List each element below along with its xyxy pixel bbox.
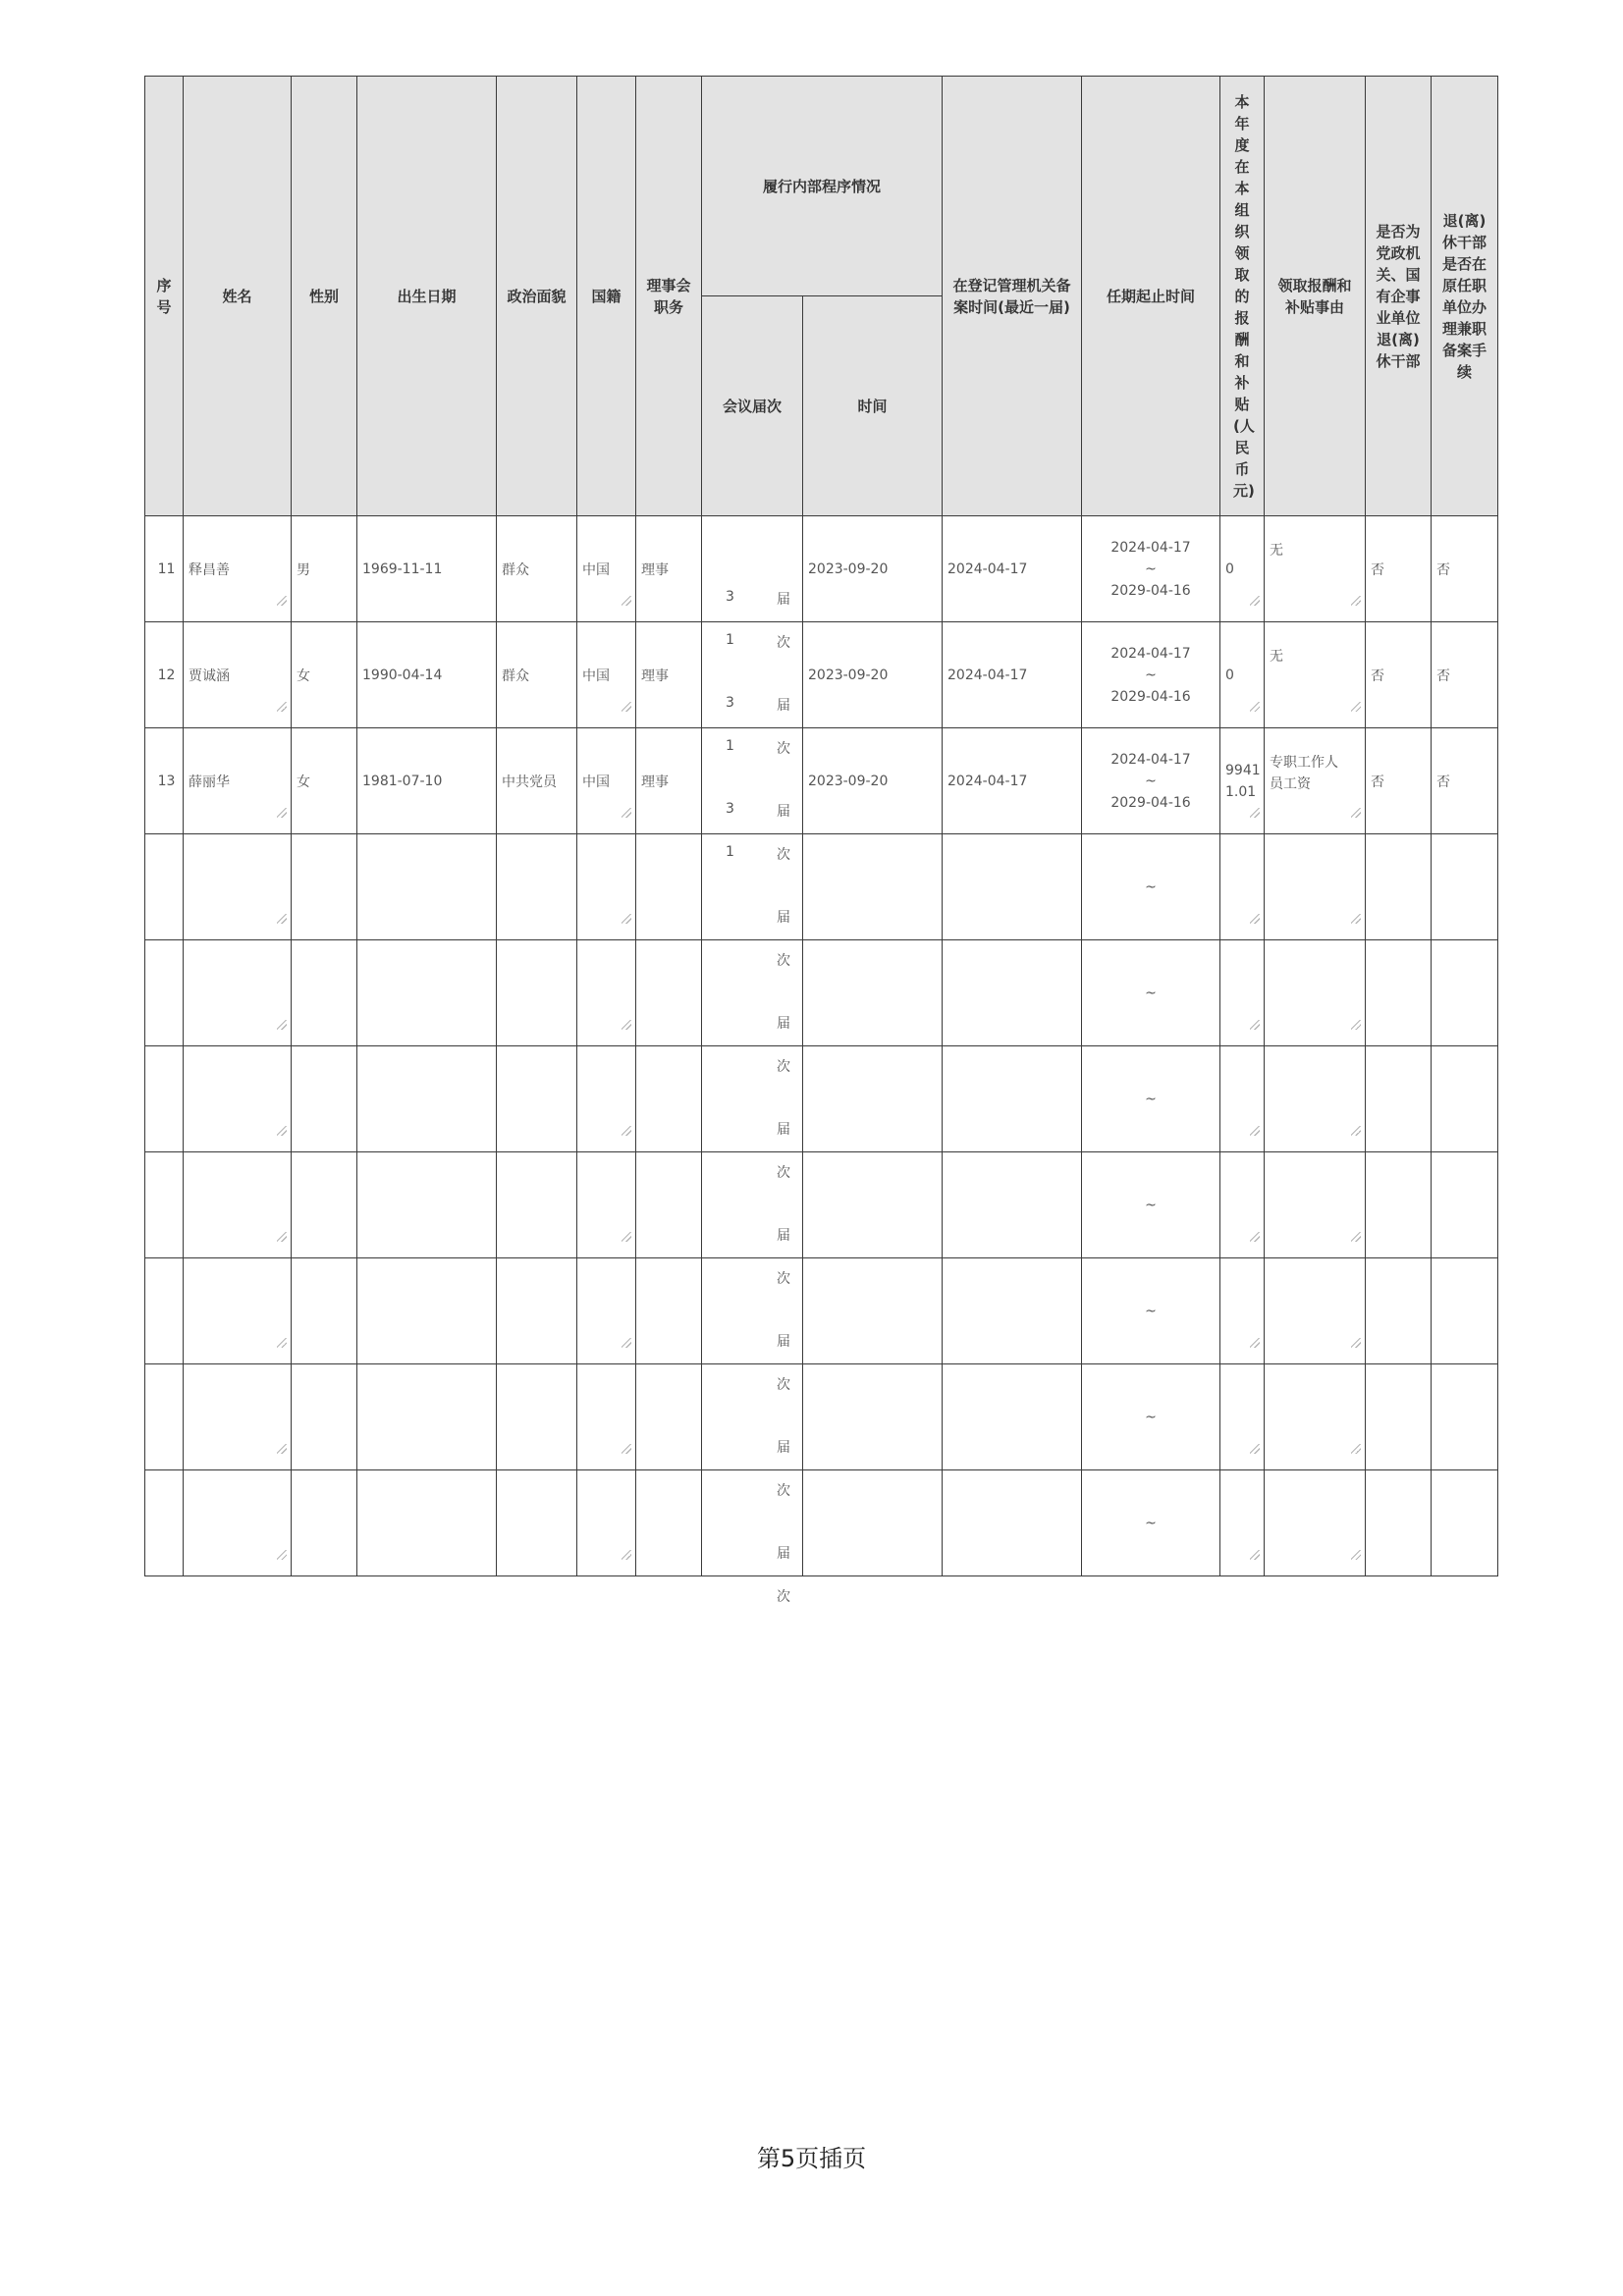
political-status-select[interactable]: 群众 [497,516,577,622]
term-end [1082,1110,1219,1132]
unit-ci: 次 [777,846,790,863]
meeting-time-input[interactable] [803,1364,943,1470]
resize-grip-icon[interactable] [1250,596,1260,606]
nationality-input[interactable]: 中国 [577,728,636,834]
resize-grip-icon[interactable] [1250,1338,1260,1348]
name-input[interactable] [184,1046,292,1152]
political-status-select[interactable] [497,1152,577,1258]
board-position-select[interactable] [636,1258,702,1364]
resize-grip-icon[interactable] [622,702,631,712]
meeting-time-input[interactable] [803,940,943,1046]
birth-date-input[interactable]: 1981-07-10 [357,728,497,834]
name-input[interactable] [184,834,292,940]
political-status-select[interactable] [497,1364,577,1470]
meeting-time-input[interactable]: 2023-09-20 [803,622,943,728]
name-input[interactable] [184,1258,292,1364]
salary-reason-input[interactable] [1265,1470,1366,1576]
resize-grip-icon[interactable] [1351,1444,1361,1454]
resize-grip-icon[interactable] [277,914,287,924]
meeting-time-input[interactable] [803,1046,943,1152]
term-end: 2029-04-16 [1110,794,1191,811]
unit-ci: 次 [777,740,790,757]
term-range-input[interactable] [1082,1152,1220,1258]
nationality-input[interactable] [577,834,636,940]
nationality-input[interactable]: 中国 [577,516,636,622]
resize-grip-icon[interactable] [1250,808,1260,818]
header-session: 会议届次 [702,296,803,516]
term-start [1082,1385,1219,1407]
unit-jie: 届 [777,1121,790,1138]
salary-reason-input[interactable]: 无 [1265,516,1366,622]
record-time-input[interactable] [943,1152,1082,1258]
resize-grip-icon[interactable] [277,1232,287,1242]
retired-filing-select[interactable] [1432,834,1498,940]
term-range-input[interactable] [1082,1364,1220,1470]
resize-grip-icon[interactable] [1351,808,1361,818]
resize-grip-icon[interactable] [277,808,287,818]
retired-cadre-select[interactable]: 否 [1366,516,1432,622]
resize-grip-icon[interactable] [277,596,287,606]
retired-filing-select[interactable]: 否 [1432,622,1498,728]
nationality-input[interactable] [577,1470,636,1576]
retired-cadre-select[interactable] [1366,1152,1432,1258]
term-separator: ~ [1145,773,1157,789]
cell-seq [145,1470,184,1576]
record-time-input[interactable] [943,834,1082,940]
name-input[interactable]: 薛丽华 [184,728,292,834]
term-separator: ~ [1145,1303,1157,1319]
salary-input[interactable] [1220,940,1265,1046]
resize-grip-icon[interactable] [277,1338,287,1348]
political-status-select[interactable] [497,1470,577,1576]
term-start: 2024-04-17 [1110,751,1191,768]
resize-grip-icon[interactable] [622,1020,631,1030]
board-position-select[interactable]: 理事 [636,622,702,728]
retired-cadre-select[interactable] [1366,1046,1432,1152]
cell-seq [145,1046,184,1152]
birth-date-input[interactable] [357,1046,497,1152]
session-jie-number: 3 [726,694,734,711]
resize-grip-icon[interactable] [622,1550,631,1560]
gender-select[interactable] [292,834,357,940]
header-board-position: 理事会职务 [636,77,702,516]
table-row [145,728,1498,834]
retired-filing-select[interactable] [1432,1258,1498,1364]
nationality-input[interactable] [577,1258,636,1364]
resize-grip-icon[interactable] [1250,702,1260,712]
salary-reason-input[interactable] [1265,940,1366,1046]
political-status-select[interactable] [497,940,577,1046]
session-ci-number: 1 [726,737,734,754]
resize-grip-icon[interactable] [1351,1338,1361,1348]
header-retired-cadre: 是否为党政机关、国有企事业单位退(离)休干部 [1366,77,1432,516]
meeting-time-input[interactable]: 2023-09-20 [803,516,943,622]
political-status-select[interactable]: 中共党员 [497,728,577,834]
retired-filing-select[interactable] [1432,1152,1498,1258]
birth-date-input[interactable]: 1969-11-11 [357,516,497,622]
term-separator: ~ [1145,1197,1157,1213]
table-row [145,940,1498,1046]
birth-date-input[interactable] [357,1470,497,1576]
resize-grip-icon[interactable] [622,914,631,924]
session-input[interactable] [702,1046,803,1181]
nationality-input[interactable] [577,940,636,1046]
resize-grip-icon[interactable] [1351,1232,1361,1242]
salary-input[interactable] [1220,1046,1265,1152]
header-gender: 性别 [292,77,357,516]
term-range-input[interactable] [1082,940,1220,1046]
salary-reason-input[interactable] [1265,1152,1366,1258]
table-row [145,1364,1498,1470]
board-position-select[interactable]: 理事 [636,728,702,834]
term-end: 2029-04-16 [1110,582,1191,599]
session-input[interactable] [702,728,803,863]
unit-jie: 届 [777,591,790,608]
salary-reason-input[interactable]: 专职工作人员工资 [1265,728,1366,834]
record-time-input[interactable] [943,1364,1082,1470]
gender-select[interactable] [292,1364,357,1470]
term-start [1082,1173,1219,1195]
session-jie-number: 3 [726,588,734,605]
resize-grip-icon[interactable] [622,1126,631,1136]
term-end [1082,1004,1219,1026]
salary-input[interactable]: 99411.01 [1220,728,1265,834]
header-nationality: 国籍 [577,77,636,516]
header-name: 姓名 [184,77,292,516]
session-input[interactable] [702,622,803,757]
unit-ci: 次 [777,1270,790,1287]
unit-ci: 次 [777,1376,790,1393]
salary-input[interactable]: 0 [1220,516,1265,622]
retired-cadre-select[interactable] [1366,1258,1432,1364]
birth-date-input[interactable]: 1990-04-14 [357,622,497,728]
board-position-select[interactable] [636,834,702,940]
unit-jie: 届 [777,1333,790,1350]
record-time-input[interactable] [943,1470,1082,1576]
resize-grip-icon[interactable] [1351,702,1361,712]
name-input[interactable] [184,1470,292,1576]
term-end: 2029-04-16 [1110,688,1191,705]
name-input[interactable] [184,1152,292,1258]
term-range-input[interactable] [1082,1258,1220,1364]
term-separator: ~ [1145,1409,1157,1425]
term-end [1082,1322,1219,1344]
retired-cadre-select[interactable]: 否 [1366,622,1432,728]
header-political-status: 政治面貌 [497,77,577,516]
gender-select[interactable] [292,1470,357,1576]
resize-grip-icon[interactable] [277,1126,287,1136]
board-members-table [144,76,1498,1605]
term-end [1082,1428,1219,1450]
unit-jie: 届 [777,1015,790,1032]
resize-grip-icon[interactable] [277,1444,287,1454]
salary-input[interactable] [1220,1258,1265,1364]
retired-cadre-select[interactable] [1366,1470,1432,1576]
unit-jie: 届 [777,909,790,926]
term-start [1082,1279,1219,1301]
salary-input[interactable] [1220,1152,1265,1258]
term-start: 2024-04-17 [1110,645,1191,662]
birth-date-input[interactable] [357,1258,497,1364]
session-input[interactable] [702,940,803,1075]
resize-grip-icon[interactable] [1250,914,1260,924]
gender-select[interactable] [292,1046,357,1152]
cell-seq [145,940,184,1046]
nationality-input[interactable] [577,1046,636,1152]
resize-grip-icon[interactable] [1351,1126,1361,1136]
retired-filing-select[interactable] [1432,1470,1498,1576]
record-time-input[interactable] [943,1046,1082,1152]
salary-input[interactable] [1220,834,1265,940]
resize-grip-icon[interactable] [1250,1444,1260,1454]
page-footer: 第5页插页 [756,2145,867,2172]
table-row [145,834,1498,940]
term-start [1082,1067,1219,1089]
record-time-input[interactable]: 2024-04-17 [943,622,1082,728]
resize-grip-icon[interactable] [622,808,631,818]
term-range-input[interactable] [1082,728,1220,834]
birth-date-input[interactable] [357,1152,497,1258]
resize-grip-icon[interactable] [277,702,287,712]
term-range-input[interactable] [1082,516,1220,622]
term-start [1082,855,1219,877]
gender-select[interactable] [292,1258,357,1364]
political-status-select[interactable] [497,834,577,940]
board-position-select[interactable] [636,1470,702,1576]
header-record-time: 在登记管理机关备案时间(最近一届) [943,77,1082,516]
cell-seq [145,1258,184,1364]
unit-ci: 次 [777,1588,790,1605]
resize-grip-icon[interactable] [277,1020,287,1030]
term-range-input[interactable] [1082,834,1220,940]
resize-grip-icon[interactable] [622,1338,631,1348]
header-time: 时间 [803,296,943,516]
header-retired-filing: 退(离)休干部是否在原任职单位办理兼职备案手续 [1432,77,1498,516]
header-salary: 本年度在本组织领取的报酬和补贴(人民币元) [1220,77,1265,516]
retired-filing-select[interactable] [1432,1364,1498,1470]
meeting-time-input[interactable] [803,834,943,940]
table-row [145,1152,1498,1258]
retired-filing-select[interactable] [1432,940,1498,1046]
birth-date-input[interactable] [357,940,497,1046]
salary-reason-input[interactable]: 无 [1265,622,1366,728]
retired-cadre-select[interactable]: 否 [1366,728,1432,834]
session-ci-number: 1 [726,631,734,648]
resize-grip-icon[interactable] [1250,1020,1260,1030]
record-time-input[interactable] [943,1258,1082,1364]
term-separator: ~ [1145,1515,1157,1531]
name-input[interactable]: 释昌善 [184,516,292,622]
resize-grip-icon[interactable] [1250,1232,1260,1242]
resize-grip-icon[interactable] [1250,1126,1260,1136]
term-end [1082,1216,1219,1238]
table-row [145,1258,1498,1364]
resize-grip-icon[interactable] [622,596,631,606]
cell-seq [145,1364,184,1470]
session-input[interactable] [702,1258,803,1393]
unit-ci: 次 [777,1058,790,1075]
retired-filing-select[interactable] [1432,1046,1498,1152]
board-position-select[interactable] [636,1152,702,1258]
record-time-input[interactable]: 2024-04-17 [943,728,1082,834]
cell-seq [145,834,184,940]
name-input[interactable]: 贾诚涵 [184,622,292,728]
political-status-select[interactable]: 群众 [497,622,577,728]
session-input[interactable] [702,834,803,969]
term-start [1082,1491,1219,1513]
session-input[interactable] [702,1470,803,1605]
salary-reason-input[interactable] [1265,1258,1366,1364]
resize-grip-icon[interactable] [622,1232,631,1242]
term-end [1082,898,1219,920]
term-start: 2024-04-17 [1110,539,1191,556]
unit-ci: 次 [777,1164,790,1181]
resize-grip-icon[interactable] [1351,914,1361,924]
birth-date-input[interactable] [357,1364,497,1470]
retired-filing-select[interactable]: 否 [1432,516,1498,622]
resize-grip-icon[interactable] [277,1550,287,1560]
term-separator: ~ [1145,985,1157,1001]
unit-jie: 届 [777,803,790,820]
salary-reason-input[interactable] [1265,1364,1366,1470]
resize-grip-icon[interactable] [1351,1550,1361,1560]
retired-cadre-select[interactable] [1366,940,1432,1046]
salary-reason-input[interactable] [1265,834,1366,940]
board-position-select[interactable] [636,940,702,1046]
nationality-input[interactable] [577,1152,636,1258]
unit-jie: 届 [777,1439,790,1456]
gender-select[interactable]: 女 [292,622,357,728]
resize-grip-icon[interactable] [1351,596,1361,606]
session-input[interactable] [702,516,803,651]
meeting-time-input[interactable]: 2023-09-20 [803,728,943,834]
unit-jie: 届 [777,697,790,714]
header-birth-date: 出生日期 [357,77,497,516]
cell-seq: 12 [145,622,184,728]
table-row [145,1470,1498,1576]
nationality-input[interactable]: 中国 [577,622,636,728]
header-procedure: 履行内部程序情况 [702,77,943,296]
table-row [145,516,1498,622]
name-input[interactable] [184,1364,292,1470]
nationality-input[interactable] [577,1364,636,1470]
retired-cadre-select[interactable] [1366,1364,1432,1470]
gender-select[interactable]: 女 [292,728,357,834]
retired-filing-select[interactable]: 否 [1432,728,1498,834]
term-end [1082,1534,1219,1556]
salary-input[interactable] [1220,1364,1265,1470]
gender-select[interactable] [292,1152,357,1258]
table-row [145,1046,1498,1152]
term-start [1082,961,1219,983]
salary-reason-input[interactable] [1265,1046,1366,1152]
board-position-select[interactable] [636,1364,702,1470]
header-term: 任期起止时间 [1082,77,1220,516]
term-separator: ~ [1145,1091,1157,1107]
term-separator: ~ [1145,667,1157,683]
unit-ci: 次 [777,952,790,969]
term-range-input[interactable] [1082,1470,1220,1576]
unit-ci: 次 [777,1482,790,1499]
table-row [145,622,1498,728]
retired-cadre-select[interactable] [1366,834,1432,940]
board-position-select[interactable] [636,1046,702,1152]
header-salary-reason: 领取报酬和补贴事由 [1265,77,1366,516]
meeting-time-input[interactable] [803,1152,943,1258]
term-range-input[interactable] [1082,1046,1220,1152]
session-jie-number: 3 [726,800,734,817]
resize-grip-icon[interactable] [622,1444,631,1454]
cell-seq: 11 [145,516,184,622]
salary-input[interactable]: 0 [1220,622,1265,728]
term-separator: ~ [1145,879,1157,895]
session-ci-number: 1 [726,843,734,860]
unit-jie: 届 [777,1545,790,1562]
resize-grip-icon[interactable] [1351,1020,1361,1030]
meeting-time-input[interactable] [803,1258,943,1364]
meeting-time-input[interactable] [803,1470,943,1576]
political-status-select[interactable] [497,1258,577,1364]
political-status-select[interactable] [497,1046,577,1152]
cell-seq [145,1152,184,1258]
session-input[interactable] [702,1152,803,1287]
birth-date-input[interactable] [357,834,497,940]
gender-select[interactable] [292,940,357,1046]
salary-input[interactable] [1220,1470,1265,1576]
record-time-input[interactable]: 2024-04-17 [943,516,1082,622]
gender-select[interactable]: 男 [292,516,357,622]
term-range-input[interactable] [1082,622,1220,728]
cell-seq: 13 [145,728,184,834]
unit-ci: 次 [777,634,790,651]
unit-jie: 届 [777,1227,790,1244]
resize-grip-icon[interactable] [1250,1550,1260,1560]
header-seq: 序号 [145,77,184,516]
term-separator: ~ [1145,561,1157,577]
board-position-select[interactable]: 理事 [636,516,702,622]
record-time-input[interactable] [943,940,1082,1046]
name-input[interactable] [184,940,292,1046]
session-input[interactable] [702,1364,803,1499]
